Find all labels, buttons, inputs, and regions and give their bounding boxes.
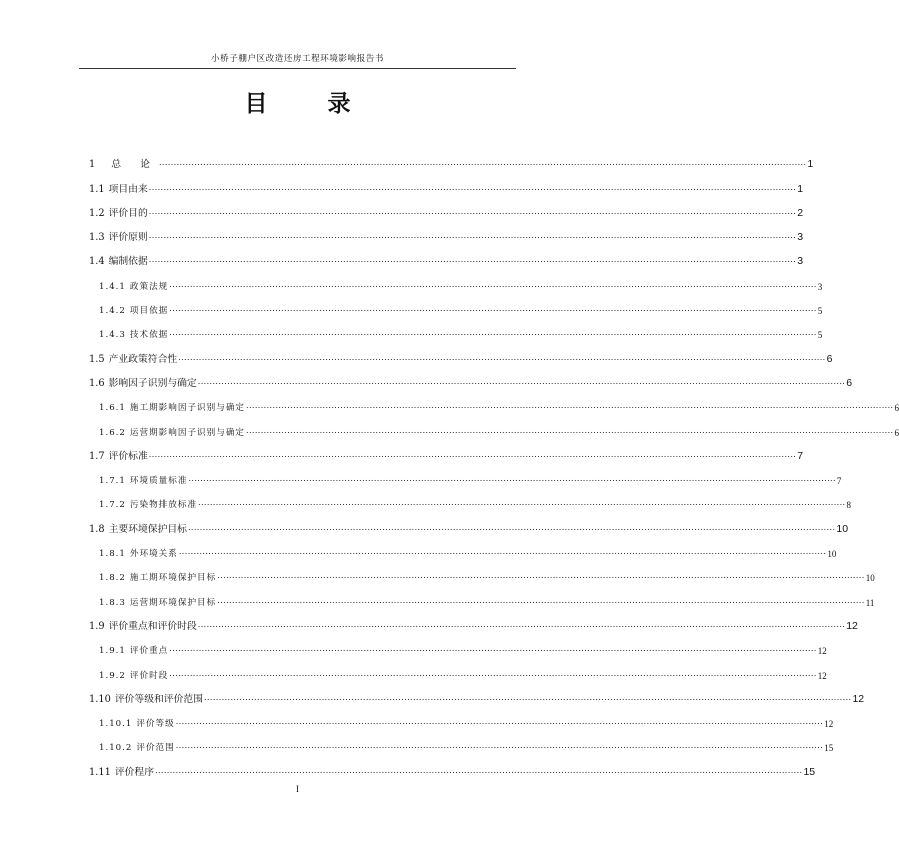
toc-entry-number: 1.8 [89,523,105,535]
toc-entry-title: 技术依据 [129,330,169,341]
toc-entry-title: 项目由来 [108,183,148,195]
toc-entry-label [89,521,187,535]
toc-entry-number: 1.11 [89,766,111,778]
toc-leader-dots: ............................................................................................................................................................................................................................ [175,741,824,751]
toc-entry-number: 1.6 [89,377,105,389]
toc-entry[interactable] [89,705,834,730]
toc-entry-title: 环境质量标准 [129,476,188,487]
toc-entry-page: 1 [797,182,804,195]
toc-entry-page: 11 [865,597,875,608]
toc-entry-number: 1.10.1 [99,719,133,730]
toc-entry-page: 15 [824,743,834,754]
toc-entry-title: 运营期环境保护目标 [129,597,217,608]
toc-entry[interactable] [89,535,837,560]
toc-entry[interactable] [89,510,849,535]
toc-leader-dots: ............................................................................................................................................................................................................................ [217,595,865,605]
toc-entry[interactable] [89,632,827,657]
toc-entry-label [89,448,148,462]
toc-entry[interactable] [89,146,814,171]
toc-entry-number: 1.4 [89,256,105,268]
toc-entry-label [99,474,187,486]
toc-entry-label [99,328,168,340]
toc-leader-dots: ............................................................................................................................................................................................................................ [169,304,817,314]
toc-entry-page: 10 [836,522,849,535]
toc-entry-page: 7 [836,476,842,487]
toc-entry-number: 1.4.1 [99,281,126,292]
toc-entry-label [99,280,168,292]
toc-entry-number: 1.9 [89,620,105,632]
toc-entry-label [99,498,197,510]
toc-entry-title: 总 论 [111,159,158,171]
toc-leader-dots: ............................................................................................................................................................................................................................ [178,352,826,362]
toc-entry-label [89,691,203,705]
toc-entry-title: 施工期环境保护目标 [129,573,217,584]
page-title: 目 录 [244,91,377,117]
toc-entry-title: 评价目的 [108,207,148,219]
toc-entry-label [89,205,148,219]
toc-entry-title: 评价标准 [108,450,148,462]
toc-leader-dots: ............................................................................................................................................................................................................................ [178,547,827,557]
toc-leader-dots: ............................................................................................................................................................................................................................ [197,376,846,386]
toc-leader-dots: ............................................................................................................................................................................................................................ [148,255,797,265]
toc-leader-dots: ............................................................................................................................................................................................................................ [175,717,824,727]
toc-entry[interactable] [89,170,804,195]
toc-leader-dots: ............................................................................................................................................................................................................................ [148,231,797,241]
toc-entry-page: 5 [817,330,823,341]
toc-entry-page: 6 [846,376,853,389]
toc-leader-dots: ............................................................................................................................................................................................................................ [148,206,797,216]
toc-entry-number: 1.5 [89,353,105,365]
toc-entry-title: 编制依据 [108,256,148,268]
toc-leader-dots: ............................................................................................................................................................................................................................ [155,765,803,775]
toc-entry-number: 1.7 [89,450,105,462]
toc-entry-page: 12 [852,692,865,705]
toc-entry-number: 1.4.3 [99,330,126,341]
toc-entry-page: 6 [826,352,833,365]
toc-entry-label [89,764,154,778]
toc-leader-dots: ............................................................................................................................................................................................................................ [204,692,852,702]
toc-entry-number: 1.6.1 [99,403,126,414]
toc-entry[interactable] [89,292,823,317]
toc-entry[interactable] [89,243,804,268]
toc-leader-dots: ............................................................................................................................................................................................................................ [158,158,807,168]
toc-entry-title: 项目依据 [129,306,169,317]
toc-leader-dots: ............................................................................................................................................................................................................................ [169,644,817,654]
toc-entry-label [99,426,245,438]
toc-entry-label [99,669,168,681]
toc-entry-label [99,571,216,583]
toc-leader-dots: ............................................................................................................................................................................................................................ [217,571,865,581]
toc-entry-label [99,717,175,729]
toc-entry-title: 污染物排放标准 [129,500,198,511]
toc-entry-title: 评价重点 [129,646,169,657]
table-of-contents [89,146,899,778]
toc-entry[interactable] [89,365,853,389]
toc-entry-label [89,618,197,632]
toc-entry-label [99,741,175,753]
toc-entry[interactable] [89,413,899,438]
toc-entry-number: 1 [89,159,96,171]
toc-leader-dots: ............................................................................................................................................................................................................................ [198,498,846,508]
toc-entry-title: 政策法规 [129,281,169,292]
toc-entry-number: 1.8.1 [99,549,126,560]
toc-entry[interactable] [89,681,865,705]
toc-entry-label [99,401,245,413]
toc-entry-title: 主要环境保护目标 [108,523,187,535]
toc-entry-title: 运营期影响因子识别与确定 [129,427,246,438]
toc-entry-number: 1.4.2 [99,306,126,317]
toc-entry-page: 15 [803,765,816,778]
toc-entry[interactable] [89,267,823,292]
running-header: 小桥子棚户区改造还房工程环境影响报告书 [79,50,516,69]
toc-entry-title: 评价等级 [136,719,175,730]
toc-leader-dots: ............................................................................................................................................................................................................................ [246,401,894,411]
toc-entry-title: 评价时段 [129,670,169,681]
toc-entry-title: 评价范围 [136,743,175,754]
toc-leader-dots: ............................................................................................................................................................................................................................ [169,279,817,289]
toc-entry[interactable] [89,486,851,511]
toc-entry[interactable] [89,462,842,487]
toc-leader-dots: ............................................................................................................................................................................................................................ [148,182,797,192]
toc-entry-label [89,351,177,365]
toc-entry-page: 12 [824,719,834,730]
toc-entry[interactable] [89,438,804,462]
toc-entry-page: 7 [797,449,804,462]
toc-entry-title: 评价原则 [108,232,148,244]
toc-leader-dots: ............................................................................................................................................................................................................................ [169,328,817,338]
toc-entry-number: 1.1 [89,183,105,195]
toc-entry-title: 影响因子识别与确定 [108,377,197,389]
toc-entry[interactable] [89,340,833,365]
toc-entry-label [99,596,216,608]
toc-entry-page: 8 [846,500,851,511]
toc-entry-title: 评价程序 [114,766,155,778]
toc-entry-page: 3 [797,255,804,268]
toc-entry-page: 12 [846,619,858,632]
toc-entry[interactable] [89,753,816,778]
toc-entry-number: 1.6.2 [99,427,126,438]
toc-entry-title: 评价重点和评价时段 [108,620,197,632]
toc-entry[interactable] [89,389,899,414]
toc-entry-page: 5 [817,306,823,317]
toc-leader-dots: ............................................................................................................................................................................................................................ [169,668,817,678]
toc-entry-title: 外环境关系 [129,549,178,560]
toc-entry-number: 1.10.2 [99,743,133,754]
toc-entry-label [89,229,148,243]
toc-entry-number: 1.2 [89,207,105,219]
toc-entry-label [89,253,148,267]
toc-entry[interactable] [89,583,875,608]
toc-entry-page: 12 [817,670,827,681]
toc-entry-number: 1.3 [89,232,105,244]
toc-entry-page: 6 [894,427,899,438]
toc-entry-label [99,547,178,559]
toc-entry-number: 1.10 [89,693,111,705]
toc-entry-number: 1.9.2 [99,670,126,681]
toc-entry-page: 10 [865,573,875,584]
toc-entry-label [89,375,197,389]
toc-entry-title: 评价等级和评价范围 [114,693,203,705]
toc-entry-page: 3 [817,281,823,292]
toc-entry-page: 2 [797,206,804,219]
toc-entry-page: 3 [797,231,804,244]
toc-leader-dots: ............................................................................................................................................................................................................................ [187,522,836,532]
toc-entry-page: 12 [817,646,827,657]
toc-entry[interactable] [89,316,823,341]
toc-entry[interactable] [89,219,804,244]
toc-leader-dots: ............................................................................................................................................................................................................................ [148,449,797,459]
toc-entry-title: 施工期影响因子识别与确定 [129,403,246,414]
toc-entry-number: 1.8.3 [99,597,126,608]
toc-entry[interactable] [89,608,858,632]
toc-entry-number: 1.7.1 [99,476,126,487]
toc-entry-label [89,181,148,195]
toc-leader-dots: ............................................................................................................................................................................................................................ [188,474,836,484]
toc-entry[interactable] [89,195,804,219]
page-number: I [296,784,299,794]
toc-entry-page: 1 [807,158,814,171]
toc-entry-page: 6 [894,403,899,414]
toc-entry[interactable] [89,656,827,681]
toc-entry-number: 1.7.2 [99,500,126,511]
toc-leader-dots: ............................................................................................................................................................................................................................ [246,425,894,435]
toc-entry-label [89,156,158,170]
toc-entry-label [99,304,168,316]
toc-entry-label [99,644,168,656]
toc-entry[interactable] [89,559,875,584]
toc-entry-number: 1.8.2 [99,573,126,584]
toc-entry-page: 10 [827,549,837,560]
toc-entry[interactable] [89,729,834,754]
toc-leader-dots: ............................................................................................................................................................................................................................ [197,619,846,629]
toc-entry-title: 产业政策符合性 [108,353,178,365]
toc-entry-number: 1.9.1 [99,646,126,657]
